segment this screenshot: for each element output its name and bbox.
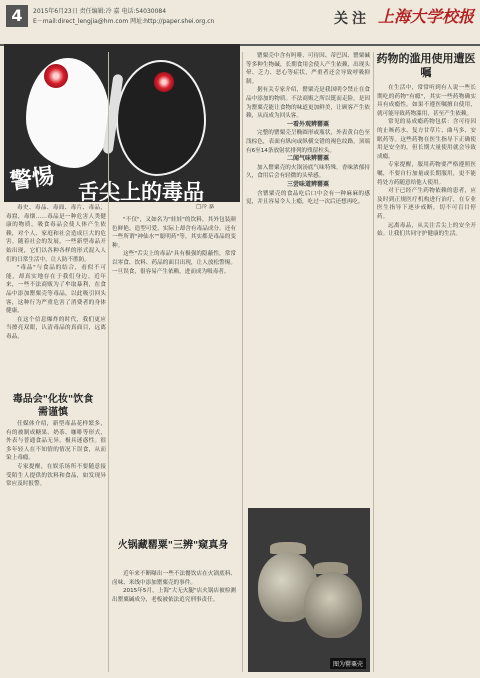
column-divider [242, 52, 243, 672]
paragraph: 远离毒品，从关注舌尖上的安全开始。让我们共同守护健康的生活。 [377, 222, 476, 238]
column-divider [108, 52, 109, 672]
paragraph: 罂粟壳中含有吗啡、可待因、蒂巴因、罂粟碱等多种生物碱，长期食用会使人产生依赖，出现头晕、乏力、恶心等症状，严重者还会导致呼吸抑制。 [246, 53, 370, 85]
article-column-1 [6, 204, 106, 390]
poppy-pod-photo [248, 508, 370, 672]
paragraph: 对于已经产生药物依赖的患者，应及时到正规医疗机构进行治疗，在专业医生指导下逐步戒断，切不可盲目停药。 [377, 188, 476, 220]
paragraph: "毒品"与食品的结合，看似不可能，却真实地存在于我们身边。近年来，一些不法商贩为了牟取暴利，在食品中添加罂粟壳等毒品，以此吸引回头客，这种行为严重危害了消费者的身体健康。 [6, 265, 106, 315]
headline-part1: 警惕 [8, 163, 56, 195]
subheading: 二闻气味辨罂粟 [286, 155, 329, 163]
paragraph: 含罂粟壳的食品吃后口中会有一种麻麻的感觉，并且容易令人上瘾，吃过一次后还想再吃。 [246, 190, 370, 206]
page-header [0, 0, 480, 46]
sidebar-column-2 [112, 570, 236, 672]
section-title: 关注 [334, 11, 370, 27]
article-column-2 [112, 216, 236, 534]
paragraph: 完整的罂粟壳呈椭圆形或瓶状，外表黄白色至浅棕色，表面有纵向或纵横交错的褐色纹路，顶端有6至14条放射状排列的残留柱头。 [246, 130, 370, 154]
paragraph: 任媒体介绍，新型毒品花样繁多，有的被制成糖果、奶茶、咖啡等形式，外表与普通食品无异，极具迷惑性。很多年轻人在不知情的情况下误食，从而染上毒瘾。 [6, 421, 106, 462]
paragraph: 在这个信息爆炸的时代，我们更应当擦亮双眼，认清毒品的真面目，远离毒品。 [6, 316, 106, 340]
article-column-3 [246, 52, 370, 504]
paragraph: 常见的易成瘾药物包括：含可待因的止咳药水、复方甘草片、曲马多、安眠药等。这些药物在医生指导下正确使用是安全的，但长期大量使用就会导致成瘾。 [377, 119, 476, 160]
paragraph: "不仅"，又如名为"娃娃"的饮料，其外包装颜色鲜艳、造型可爱，实际上却含有毒品成分。还有一些所谓"神仙水""聪明药"等，其实都是毒品的变种。 [112, 217, 236, 249]
paragraph: 专家提醒，服用药物要严格遵照医嘱，不要自行加量或长期服用，更不能将处方药随意给他人使用。 [377, 162, 476, 186]
photo-caption: 图为罂粟壳 [330, 658, 366, 669]
paragraph: 加入罂粟壳的火锅汤底气味特殊，香味浓郁持久，食用后会有轻微的头晕感。 [246, 164, 370, 180]
article-column-4 [377, 84, 476, 672]
poppy-pod [304, 572, 362, 638]
hero-illustration [4, 44, 240, 202]
paragraph: 近年来不断曝出一些不法餐饮店在火锅底料、卤味、米线中添加罂粟壳的事件。 [112, 571, 236, 586]
sidebar-headline-hotpot: 火锅藏罂粟"三辨"窥真身 [117, 540, 229, 551]
page-number: 4 [6, 5, 28, 27]
paragraph: 毒史、毒品、毒面、毒片、毒品，毒窟，毒烟……毒品是一种危害人类健康的物质，吸食毒品会使人体产生依赖，对个人、家庭和社会造成巨大的危害。随着社会的发展，一些新型毒品开始出现，它们以各种各样的形式混入人们的日常生活中，让人防不胜防。 [6, 205, 106, 263]
headline-part2: 舌尖上的毒品 [78, 179, 204, 202]
byline: □冷 嘉 [196, 204, 215, 210]
paragraph: 2015年5月，上海"大无火腿"店火锅店被检测出罂粟碱成分，老板被依法追究刑事责任。 [112, 588, 236, 603]
paragraph: 据有关专家介绍，罂粟壳是我国明令禁止在食品中添加的物质。不法商贩之所以铤而走险，是因为罂粟壳能让食物的味道更加鲜美，让顾客产生依赖，从而成为回头客。 [246, 87, 370, 120]
poppy-flower-icon [154, 72, 174, 92]
drug-abuse-headline: 药物的滥用使用遭医嘱 [376, 52, 476, 79]
sidebar-headline-makeup: 毒品会"化妆"饮食需谨慎 [12, 394, 94, 418]
subheading: 一看外观辨罂粟 [286, 120, 329, 128]
email-website-line: E－mail:direct_lengjia@hm.com 网址:http://paper.shei.org.cn [33, 18, 215, 25]
poppy-flower-icon [44, 64, 68, 88]
paragraph: 在生活中，常常听到有人说一些长期吃的药物"有瘾"，其实一些药物确实具有成瘾性。如果不遵医嘱擅自使用，就可能导致药物滥用，甚至产生依赖。 [377, 85, 476, 117]
newspaper-masthead: 上海大学校报 [378, 7, 475, 26]
paragraph: 这些"舌尖上的毒品"具有极强的隐蔽性，常常以零食、饮料、药品的面目出现，让人放松警惕。一旦误食，很容易产生依赖，进而成为吸毒者。 [112, 251, 236, 275]
sidebar-column-1 [6, 420, 106, 672]
date-editor-line: 2015年6月23日 责任编辑:冷 嘉 电话:54030084 [33, 8, 167, 15]
column-divider [373, 52, 374, 672]
subheading: 三尝味道辨罂粟 [286, 180, 329, 188]
paragraph: 专家提醒，在娱乐场所不要随意接受陌生人提供的饮料和食品，如发现异常应及时报警。 [6, 463, 106, 488]
white-face-silhouette [26, 58, 110, 168]
